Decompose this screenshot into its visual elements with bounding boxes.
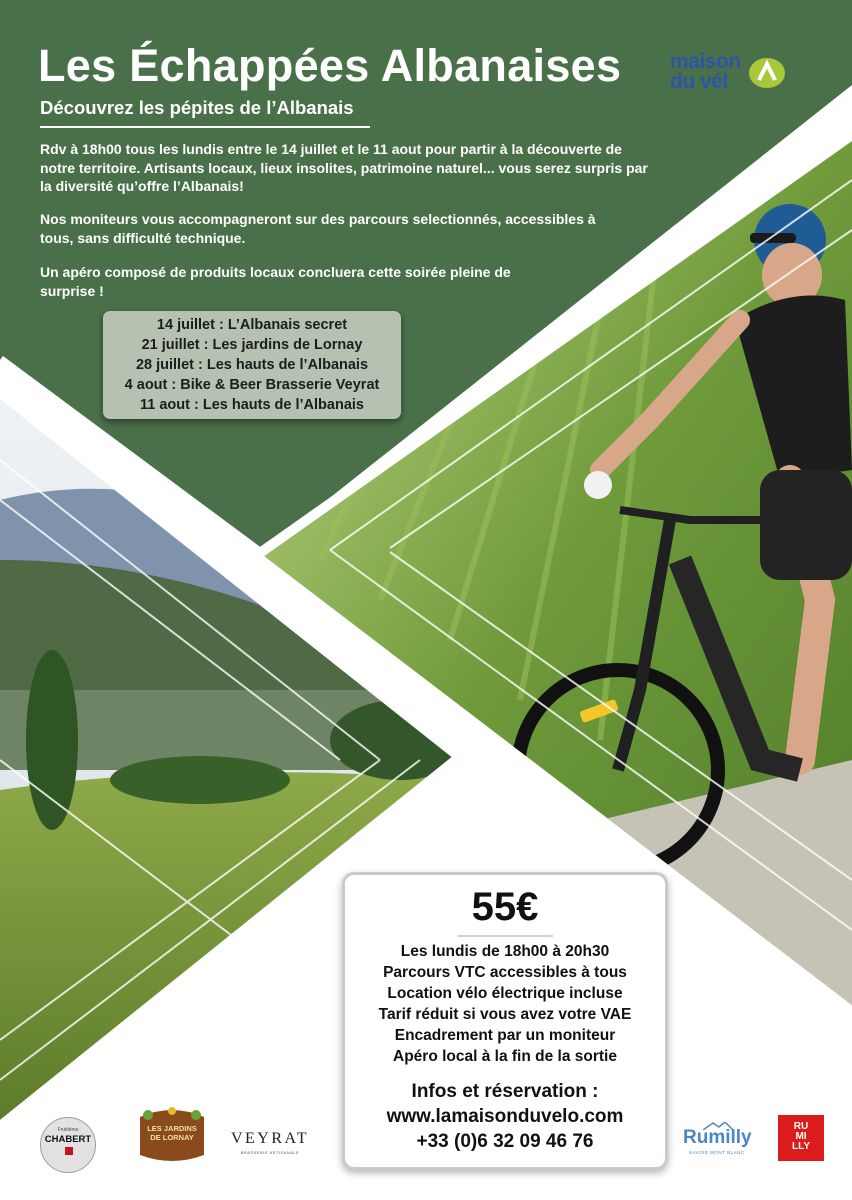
schedule-row: 21 juillet : Les jardins de Lornay (141, 337, 363, 353)
badge-line: MI (795, 1131, 807, 1142)
feature-item: Tarif réduit si vous avez votre VAE (378, 1006, 632, 1023)
feature-item: Apéro local à la fin de la sortie (393, 1048, 617, 1065)
veyrat-subtitle: BRASSERIE ARTISANALE (240, 1150, 300, 1155)
contact-info (345, 1079, 665, 1154)
rumilly-subtitle: SAVOIE MONT BLANC (689, 1150, 745, 1155)
chabert-logo (40, 1117, 96, 1173)
rumilly-name: Rumilly (683, 1127, 752, 1148)
info-title: Infos et réservation : (411, 1081, 599, 1102)
rumilly-badge-logo (778, 1115, 824, 1161)
moniteurs-paragraph: Nos moniteurs vous accompagneront sur des parcours selectionnés, accessibles à tous, sans difficulté technique. (40, 211, 596, 246)
apero-paragraph: Un apéro composé de produits locaux concluera cette soirée pleine de surprise ! (40, 264, 511, 299)
savoie-cross-icon (65, 1147, 73, 1155)
feature-item: Les lundis de 18h00 à 20h30 (400, 943, 610, 960)
phone-number[interactable]: +33 (0)6 32 09 46 76 (416, 1131, 594, 1152)
schedule-box (103, 311, 401, 419)
jardins-text (140, 1124, 204, 1142)
schedule-row: 11 aout : Les hauts de l’Albanais (139, 397, 364, 413)
badge-line: RU (793, 1121, 809, 1132)
feature-list (345, 941, 665, 1067)
logo-wheel-icon (747, 56, 787, 90)
jardins-line1: LES JARDINS (147, 1124, 197, 1133)
logo-text-line1: maison (670, 50, 741, 73)
schedule-row: 4 aout : Bike & Beer Brasserie Veyrat (124, 377, 380, 393)
badge-line: LLY (792, 1141, 810, 1152)
veyrat-name: VEYRAT (230, 1130, 310, 1147)
schedule-row: 14 juillet : L’Albanais secret (156, 317, 348, 333)
poster-title: Les Échappées Albanaises (38, 40, 622, 91)
feature-item: Encadrement par un moniteur (394, 1027, 616, 1044)
rumilly-logo (683, 1121, 761, 1165)
schedule-row: 28 juillet : Les hauts de l’Albanais (135, 357, 369, 373)
jardins-de-lornay-logo (134, 1107, 210, 1165)
jardins-line2: DE LORNAY (150, 1133, 194, 1142)
maison-du-velo-logo (668, 50, 798, 100)
feature-item: Parcours VTC accessibles à tous (383, 964, 627, 981)
chabert-name: CHABERT (44, 1134, 92, 1145)
price: 55€ (471, 885, 539, 929)
chabert-small-text: Fruitières (57, 1127, 79, 1133)
poster-subtitle: Découvrez les pépites de l’Albanais (40, 97, 354, 118)
price-box (342, 872, 668, 1170)
price-divider (458, 935, 553, 937)
logo-text-line2: du vél (670, 70, 728, 93)
feature-item: Location vélo électrique incluse (387, 985, 623, 1002)
title-underline (40, 126, 370, 128)
veyrat-logo (230, 1130, 310, 1155)
intro-paragraph: Rdv à 18h00 tous les lundis entre le 14 juillet et le 11 aout pour partir à la découverte de notre territoire. Artisants locaux, lieux insolites, patrimoine naturel... vous serez surpris par la diversité qu’offre l’Albanais! (40, 141, 648, 194)
website-link[interactable]: www.lamaisonduvelo.com (386, 1106, 624, 1127)
